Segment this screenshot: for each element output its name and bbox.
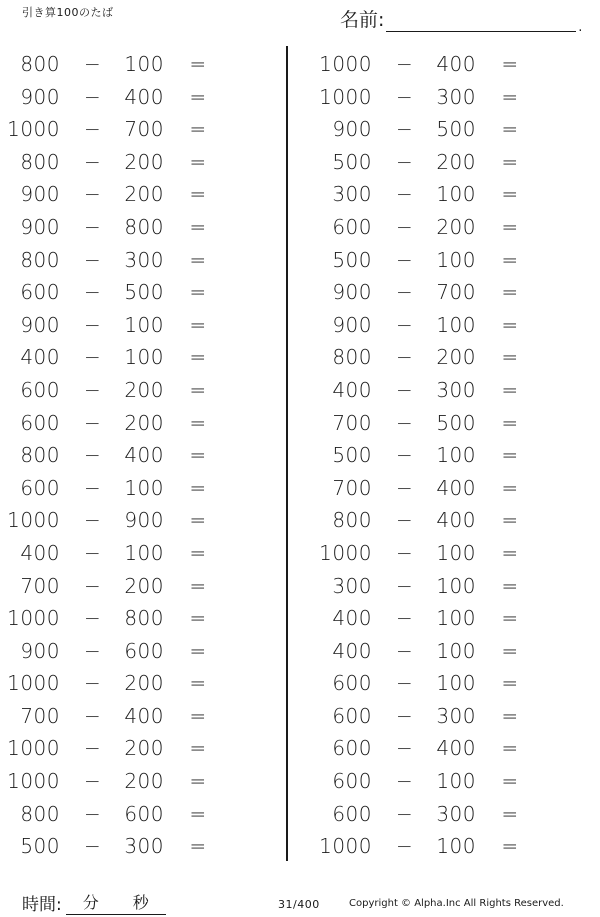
minus-sign: − bbox=[84, 540, 102, 565]
first-operand: 600 bbox=[20, 377, 60, 402]
problem-row bbox=[308, 798, 588, 831]
problem-row bbox=[0, 439, 280, 472]
problem-row bbox=[0, 798, 280, 831]
column-divider bbox=[286, 46, 288, 861]
minus-sign: − bbox=[396, 182, 414, 207]
minus-sign: − bbox=[396, 638, 414, 663]
second-operand: 300 bbox=[436, 801, 476, 826]
second-operand: 100 bbox=[124, 312, 164, 337]
first-operand: 900 bbox=[20, 312, 60, 337]
worksheet-title: 引き算100のたば bbox=[22, 6, 114, 19]
minus-sign: − bbox=[396, 736, 414, 761]
first-operand: 1000 bbox=[319, 52, 372, 76]
equals-sign: = bbox=[189, 312, 207, 337]
problem-row bbox=[308, 309, 588, 342]
equals-sign: = bbox=[189, 573, 207, 598]
first-operand: 400 bbox=[332, 638, 372, 663]
minus-sign: − bbox=[84, 801, 102, 826]
second-operand: 700 bbox=[124, 117, 164, 142]
second-operand: 100 bbox=[124, 540, 164, 565]
second-operand: 100 bbox=[124, 345, 164, 370]
problem-row bbox=[308, 81, 588, 114]
equals-sign: = bbox=[501, 182, 519, 207]
first-operand: 900 bbox=[332, 280, 372, 305]
minus-sign: − bbox=[84, 443, 102, 468]
right-problem-column bbox=[308, 48, 588, 863]
minus-sign: − bbox=[84, 377, 102, 402]
first-operand: 1000 bbox=[7, 671, 60, 696]
second-operand: 200 bbox=[436, 214, 476, 239]
minus-sign: − bbox=[396, 573, 414, 598]
equals-sign: = bbox=[189, 769, 207, 794]
second-operand: 400 bbox=[436, 508, 476, 533]
problem-row bbox=[0, 178, 280, 211]
second-operand: 300 bbox=[436, 84, 476, 109]
second-operand: 100 bbox=[436, 834, 476, 859]
first-operand: 600 bbox=[20, 410, 60, 435]
equals-sign: = bbox=[189, 834, 207, 859]
minus-sign: − bbox=[84, 769, 102, 794]
minus-sign: − bbox=[396, 52, 414, 76]
problem-row bbox=[308, 439, 588, 472]
first-operand: 500 bbox=[332, 149, 372, 174]
minus-sign: − bbox=[396, 247, 414, 272]
equals-sign: = bbox=[501, 606, 519, 631]
equals-sign: = bbox=[189, 345, 207, 370]
equals-sign: = bbox=[189, 182, 207, 207]
problem-row bbox=[308, 407, 588, 440]
minus-sign: − bbox=[84, 410, 102, 435]
first-operand: 600 bbox=[332, 801, 372, 826]
first-operand: 500 bbox=[332, 443, 372, 468]
equals-sign: = bbox=[189, 801, 207, 826]
minus-sign: − bbox=[396, 606, 414, 631]
first-operand: 1000 bbox=[319, 540, 372, 565]
name-line-dot: . bbox=[578, 20, 583, 35]
minus-sign: − bbox=[396, 540, 414, 565]
equals-sign: = bbox=[189, 508, 207, 533]
minus-sign: − bbox=[84, 671, 102, 696]
problem-row bbox=[0, 276, 280, 309]
second-operand: 200 bbox=[124, 769, 164, 794]
second-operand: 400 bbox=[124, 443, 164, 468]
problem-row bbox=[308, 276, 588, 309]
first-operand: 1000 bbox=[319, 834, 372, 859]
equals-sign: = bbox=[501, 247, 519, 272]
problem-row bbox=[308, 504, 588, 537]
first-operand: 800 bbox=[332, 508, 372, 533]
first-operand: 800 bbox=[20, 149, 60, 174]
first-operand: 600 bbox=[332, 214, 372, 239]
name-field bbox=[340, 4, 583, 35]
second-operand: 200 bbox=[124, 149, 164, 174]
equals-sign: = bbox=[189, 475, 207, 500]
problem-row bbox=[0, 830, 280, 863]
second-operand: 500 bbox=[436, 117, 476, 142]
equals-sign: = bbox=[189, 410, 207, 435]
minus-sign: − bbox=[84, 84, 102, 109]
minus-sign: − bbox=[396, 214, 414, 239]
second-operand: 300 bbox=[124, 834, 164, 859]
equals-sign: = bbox=[189, 52, 207, 76]
equals-sign: = bbox=[501, 345, 519, 370]
minus-sign: − bbox=[84, 52, 102, 76]
problem-row bbox=[0, 504, 280, 537]
second-operand: 200 bbox=[124, 410, 164, 435]
first-operand: 400 bbox=[332, 606, 372, 631]
second-operand: 200 bbox=[124, 736, 164, 761]
equals-sign: = bbox=[501, 638, 519, 663]
first-operand: 600 bbox=[332, 703, 372, 728]
problem-row bbox=[308, 765, 588, 798]
minus-sign: − bbox=[396, 443, 414, 468]
equals-sign: = bbox=[189, 214, 207, 239]
minus-sign: − bbox=[84, 703, 102, 728]
first-operand: 700 bbox=[20, 573, 60, 598]
problem-row bbox=[308, 146, 588, 179]
equals-sign: = bbox=[189, 736, 207, 761]
first-operand: 600 bbox=[332, 769, 372, 794]
problem-row bbox=[0, 81, 280, 114]
second-operand: 400 bbox=[124, 703, 164, 728]
minus-sign: − bbox=[84, 214, 102, 239]
first-operand: 400 bbox=[20, 540, 60, 565]
first-operand: 900 bbox=[332, 117, 372, 142]
minutes-label: 分 bbox=[82, 893, 99, 912]
minus-sign: − bbox=[84, 182, 102, 207]
equals-sign: = bbox=[501, 834, 519, 859]
second-operand: 800 bbox=[124, 214, 164, 239]
equals-sign: = bbox=[189, 443, 207, 468]
problem-row bbox=[308, 570, 588, 603]
first-operand: 900 bbox=[20, 182, 60, 207]
minus-sign: − bbox=[84, 638, 102, 663]
minus-sign: − bbox=[84, 345, 102, 370]
equals-sign: = bbox=[189, 377, 207, 402]
minus-sign: − bbox=[396, 410, 414, 435]
second-operand: 500 bbox=[436, 410, 476, 435]
problem-row bbox=[0, 700, 280, 733]
second-operand: 300 bbox=[124, 247, 164, 272]
minus-sign: − bbox=[84, 280, 102, 305]
first-operand: 900 bbox=[20, 638, 60, 663]
problem-row bbox=[308, 244, 588, 277]
problem-row bbox=[0, 570, 280, 603]
equals-sign: = bbox=[501, 475, 519, 500]
minus-sign: − bbox=[84, 834, 102, 859]
second-operand: 100 bbox=[436, 573, 476, 598]
first-operand: 700 bbox=[20, 703, 60, 728]
equals-sign: = bbox=[501, 280, 519, 305]
first-operand: 900 bbox=[20, 214, 60, 239]
problem-row bbox=[0, 667, 280, 700]
page-number: 31/400 bbox=[278, 898, 320, 911]
problem-row bbox=[0, 211, 280, 244]
first-operand: 800 bbox=[20, 443, 60, 468]
minus-sign: − bbox=[84, 508, 102, 533]
problem-row bbox=[308, 700, 588, 733]
problem-row bbox=[0, 146, 280, 179]
equals-sign: = bbox=[189, 703, 207, 728]
equals-sign: = bbox=[501, 52, 519, 76]
second-operand: 600 bbox=[124, 638, 164, 663]
second-operand: 100 bbox=[436, 182, 476, 207]
minus-sign: − bbox=[396, 508, 414, 533]
minus-sign: − bbox=[84, 475, 102, 500]
minus-sign: − bbox=[84, 606, 102, 631]
minus-sign: − bbox=[396, 703, 414, 728]
equals-sign: = bbox=[501, 117, 519, 142]
equals-sign: = bbox=[501, 312, 519, 337]
first-operand: 500 bbox=[20, 834, 60, 859]
first-operand: 400 bbox=[332, 377, 372, 402]
second-operand: 200 bbox=[436, 345, 476, 370]
problem-row bbox=[0, 472, 280, 505]
equals-sign: = bbox=[501, 736, 519, 761]
equals-sign: = bbox=[501, 703, 519, 728]
minus-sign: − bbox=[396, 834, 414, 859]
second-operand: 400 bbox=[436, 52, 476, 76]
second-operand: 300 bbox=[436, 377, 476, 402]
equals-sign: = bbox=[501, 149, 519, 174]
second-operand: 100 bbox=[436, 769, 476, 794]
second-operand: 100 bbox=[436, 443, 476, 468]
first-operand: 1000 bbox=[7, 769, 60, 794]
minus-sign: − bbox=[396, 312, 414, 337]
first-operand: 500 bbox=[332, 247, 372, 272]
equals-sign: = bbox=[501, 443, 519, 468]
second-operand: 400 bbox=[436, 736, 476, 761]
equals-sign: = bbox=[501, 801, 519, 826]
minus-sign: − bbox=[396, 149, 414, 174]
second-operand: 100 bbox=[436, 638, 476, 663]
first-operand: 300 bbox=[332, 182, 372, 207]
problem-row bbox=[308, 374, 588, 407]
problem-row bbox=[308, 830, 588, 863]
copyright-notice: Copyright © Alpha.Inc All Rights Reserved. bbox=[349, 898, 564, 909]
problem-row bbox=[0, 113, 280, 146]
second-operand: 200 bbox=[124, 671, 164, 696]
minus-sign: − bbox=[84, 312, 102, 337]
problem-row bbox=[0, 244, 280, 277]
problem-row bbox=[308, 113, 588, 146]
first-operand: 1000 bbox=[319, 84, 372, 109]
equals-sign: = bbox=[501, 508, 519, 533]
first-operand: 700 bbox=[332, 410, 372, 435]
problem-row bbox=[0, 48, 280, 81]
minus-sign: − bbox=[84, 736, 102, 761]
minus-sign: − bbox=[84, 117, 102, 142]
first-operand: 300 bbox=[332, 573, 372, 598]
problem-row bbox=[308, 178, 588, 211]
equals-sign: = bbox=[501, 540, 519, 565]
minus-sign: − bbox=[396, 117, 414, 142]
second-operand: 200 bbox=[124, 573, 164, 598]
first-operand: 1000 bbox=[7, 508, 60, 533]
first-operand: 400 bbox=[20, 345, 60, 370]
equals-sign: = bbox=[189, 84, 207, 109]
first-operand: 800 bbox=[20, 247, 60, 272]
equals-sign: = bbox=[189, 247, 207, 272]
problem-row bbox=[308, 602, 588, 635]
second-operand: 100 bbox=[436, 247, 476, 272]
first-operand: 1000 bbox=[7, 736, 60, 761]
equals-sign: = bbox=[501, 671, 519, 696]
second-operand: 200 bbox=[124, 182, 164, 207]
first-operand: 800 bbox=[20, 52, 60, 76]
second-operand: 500 bbox=[124, 280, 164, 305]
equals-sign: = bbox=[189, 149, 207, 174]
equals-sign: = bbox=[189, 671, 207, 696]
first-operand: 900 bbox=[332, 312, 372, 337]
minus-sign: − bbox=[396, 345, 414, 370]
second-operand: 300 bbox=[436, 703, 476, 728]
problem-row bbox=[0, 537, 280, 570]
minus-sign: − bbox=[396, 280, 414, 305]
minus-sign: − bbox=[396, 671, 414, 696]
problem-row bbox=[308, 732, 588, 765]
problem-row bbox=[308, 667, 588, 700]
second-operand: 700 bbox=[436, 280, 476, 305]
problem-row bbox=[0, 765, 280, 798]
left-problem-column bbox=[0, 48, 280, 863]
problem-row bbox=[308, 537, 588, 570]
first-operand: 900 bbox=[20, 84, 60, 109]
name-label: 名前: bbox=[340, 9, 385, 31]
equals-sign: = bbox=[501, 377, 519, 402]
equals-sign: = bbox=[501, 410, 519, 435]
first-operand: 1000 bbox=[7, 117, 60, 142]
second-operand: 900 bbox=[124, 508, 164, 533]
seconds-label: 秒 bbox=[132, 893, 149, 912]
first-operand: 600 bbox=[20, 280, 60, 305]
equals-sign: = bbox=[501, 214, 519, 239]
equals-sign: = bbox=[189, 117, 207, 142]
second-operand: 100 bbox=[436, 540, 476, 565]
first-operand: 800 bbox=[332, 345, 372, 370]
second-operand: 100 bbox=[124, 475, 164, 500]
minus-sign: − bbox=[84, 573, 102, 598]
minus-sign: − bbox=[84, 247, 102, 272]
second-operand: 100 bbox=[436, 606, 476, 631]
problem-row bbox=[308, 211, 588, 244]
equals-sign: = bbox=[501, 84, 519, 109]
problem-row bbox=[0, 635, 280, 668]
minus-sign: − bbox=[396, 769, 414, 794]
second-operand: 600 bbox=[124, 801, 164, 826]
second-operand: 100 bbox=[436, 671, 476, 696]
problem-row bbox=[308, 48, 588, 81]
second-operand: 400 bbox=[436, 475, 476, 500]
equals-sign: = bbox=[501, 573, 519, 598]
first-operand: 600 bbox=[20, 475, 60, 500]
minus-sign: − bbox=[84, 149, 102, 174]
problem-row bbox=[0, 374, 280, 407]
second-operand: 800 bbox=[124, 606, 164, 631]
problem-row bbox=[308, 341, 588, 374]
problem-row bbox=[0, 341, 280, 374]
name-write-line[interactable] bbox=[386, 9, 583, 35]
equals-sign: = bbox=[189, 280, 207, 305]
minus-sign: − bbox=[396, 475, 414, 500]
minus-sign: − bbox=[396, 84, 414, 109]
second-operand: 200 bbox=[124, 377, 164, 402]
equals-sign: = bbox=[189, 540, 207, 565]
equals-sign: = bbox=[501, 769, 519, 794]
first-operand: 800 bbox=[20, 801, 60, 826]
first-operand: 700 bbox=[332, 475, 372, 500]
first-operand: 1000 bbox=[7, 606, 60, 631]
first-operand: 600 bbox=[332, 736, 372, 761]
time-write-line[interactable] bbox=[66, 890, 166, 915]
equals-sign: = bbox=[189, 606, 207, 631]
problem-row bbox=[0, 602, 280, 635]
time-label: 時間: bbox=[22, 895, 62, 915]
equals-sign: = bbox=[189, 638, 207, 663]
minus-sign: − bbox=[396, 801, 414, 826]
time-record bbox=[22, 890, 166, 915]
problem-row bbox=[308, 635, 588, 668]
problem-row bbox=[0, 732, 280, 765]
problem-row bbox=[0, 407, 280, 440]
first-operand: 600 bbox=[332, 671, 372, 696]
second-operand: 100 bbox=[124, 52, 164, 76]
second-operand: 400 bbox=[124, 84, 164, 109]
second-operand: 100 bbox=[436, 312, 476, 337]
problem-row bbox=[308, 472, 588, 505]
problem-row bbox=[0, 309, 280, 342]
second-operand: 200 bbox=[436, 149, 476, 174]
minus-sign: − bbox=[396, 377, 414, 402]
